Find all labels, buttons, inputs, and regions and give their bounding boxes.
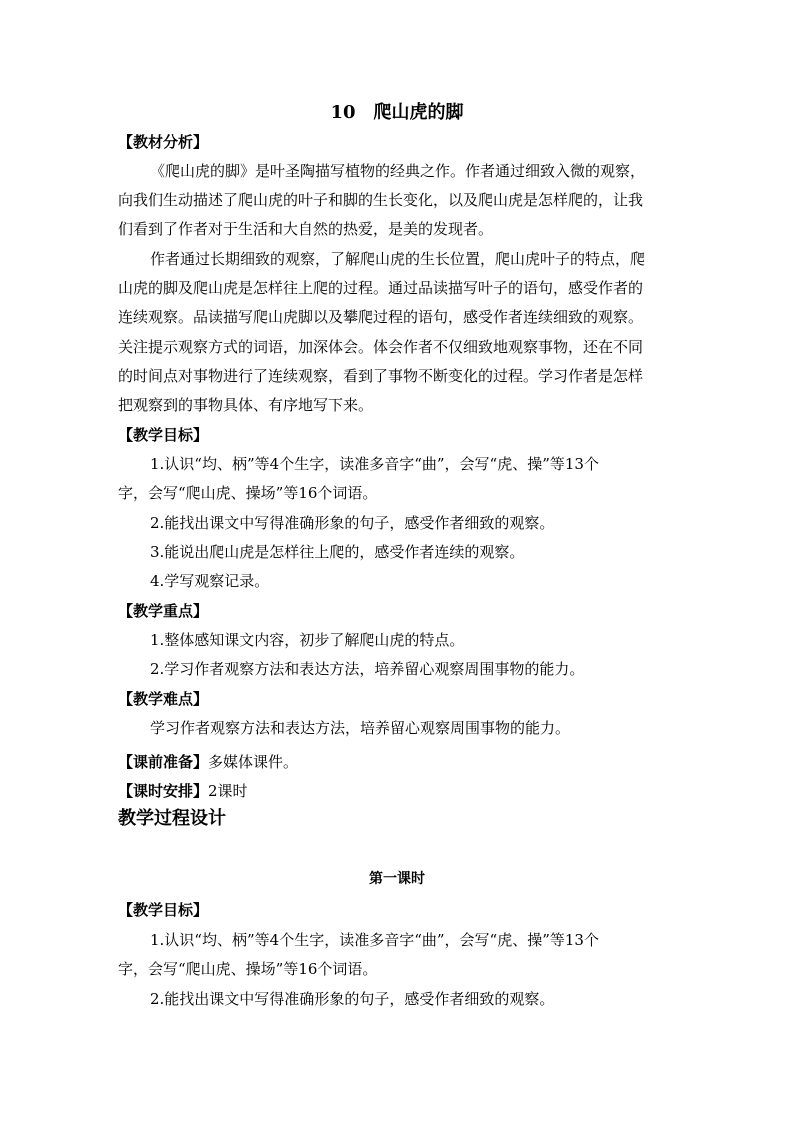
goals-heading: 【教学目标】 <box>118 426 209 444</box>
difficulties-heading: 【教学难点】 <box>118 690 209 708</box>
goal-item: 2.能找出课文中写得准确形象的句子，感受作者细致的观察。 <box>150 514 555 532</box>
analysis-line: 《爬山虎的脚》是叶圣陶描写植物的经典之作。作者通过细致入微的观察， <box>150 162 646 180</box>
goal-item: 4.学写观察记录。 <box>150 572 270 590</box>
schedule-line <box>118 780 678 802</box>
analysis-line: 的时间点对事物进行了连续观察，看到了事物不断变化的过程。学习作者是怎样 <box>118 367 644 385</box>
lesson1-goal-item: 1.认识“均、柄”等4个生字，读准多音字“曲”，会写“虎、操”等13个 <box>150 931 599 949</box>
lesson1-goals-heading: 【教学目标】 <box>118 901 209 919</box>
key-point-item: 1.整体感知课文内容，初步了解爬山虎的特点。 <box>150 631 465 649</box>
analysis-line: 关注提示观察方式的词语，加深体会。体会作者不仅细致地观察事物，还在不同 <box>118 338 644 356</box>
analysis-line: 把观察到的事物具体、有序地写下来。 <box>118 396 374 414</box>
prep-heading: 【课前准备】 <box>118 753 209 771</box>
goal-item: 3.能说出爬山虎是怎样往上爬的，感受作者连续的观察。 <box>150 543 525 561</box>
key-point-item: 2.学习作者观察方法和表达方法，培养留心观察周围事物的能力。 <box>150 660 585 678</box>
schedule-heading: 【课时安排】 <box>118 782 209 800</box>
analysis-line: 山虎的脚及爬山虎是怎样往上爬的过程。通过品读描写叶子的语句，感受作者的 <box>118 279 644 297</box>
analysis-line: 们看到了作者对于生活和大自然的热爱，是美的发现者。 <box>118 220 494 238</box>
analysis-line: 向我们生动描述了爬山虎的叶子和脚的生长变化，以及爬山虎是怎样爬的，让我 <box>118 191 644 209</box>
lesson1-goal-item: 字，会写“爬山虎、操场”等16个词语。 <box>118 960 378 978</box>
lesson1-title: 第一课时 <box>369 871 425 887</box>
lesson1-goal-item: 2.能找出课文中写得准确形象的句子，感受作者细致的观察。 <box>150 990 555 1008</box>
lesson-title: 10 爬山虎的脚 <box>330 102 464 123</box>
prep-text: 多媒体课件。 <box>208 753 299 771</box>
process-title: 教学过程设计 <box>118 808 226 829</box>
goal-item: 1.认识“均、柄”等4个生字，读准多音字“曲”，会写“虎、操”等13个 <box>150 455 599 473</box>
prep-line <box>118 751 678 773</box>
goal-item: 字，会写“爬山虎、操场”等16个词语。 <box>118 484 378 502</box>
analysis-heading: 【教材分析】 <box>118 133 209 151</box>
difficulty-item: 学习作者观察方法和表达方法，培养留心观察周围事物的能力。 <box>150 719 571 737</box>
key-points-heading: 【教学重点】 <box>118 602 209 620</box>
analysis-line: 连续观察。品读描写爬山虎脚以及攀爬过程的语句，感受作者连续细致的观察。 <box>118 308 644 326</box>
schedule-text: 2课时 <box>208 782 248 800</box>
analysis-line: 作者通过长期细致的观察，了解爬山虎的生长位置，爬山虎叶子的特点，爬 <box>150 250 646 268</box>
